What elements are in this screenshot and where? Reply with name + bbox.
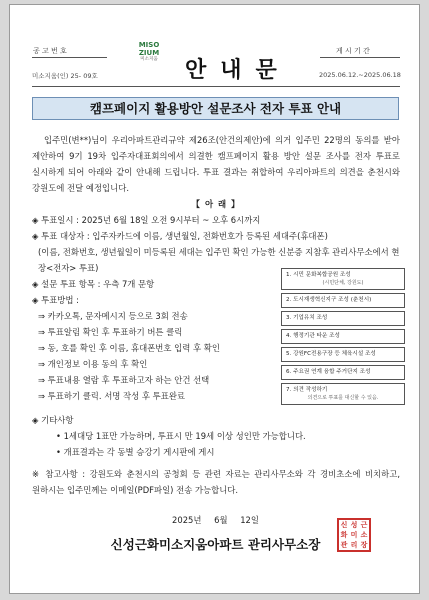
method-step: ⇒ 투표하기 클릭. 서명 작성 후 투표완료 [38, 391, 186, 401]
survey-option [281, 268, 405, 290]
seal-char: 신 [340, 521, 348, 529]
notice-banner: 캠프페이지 활용방안 설문조사 전자 투표 안내 [32, 97, 399, 120]
method-step: ⇒ 카카오톡, 문자메시지 등으로 3회 전송 [38, 311, 188, 321]
logo-subtext: 미소지움 [140, 57, 158, 62]
intro-paragraph: 입주민(변**)님이 우리아파트관리규약 제26조(안건의제안)에 의거 입주민 22명의 동의를 받아 제안하여 9기 19차 입주자대표회의에서 의결한 캠프페이지 활용 방안 설문 조사를 전자 투표로 실시하게 되어 아래와 같이 안내해 드립니다. 투표 결과는 취합하여 우리아파트의 의견을 춘천시와 강원도에 전달 예정입니다. [32, 135, 400, 193]
logo-text-top: MISO [138, 41, 160, 49]
seal-char: 소 [360, 531, 368, 539]
seal-char: 미 [350, 531, 358, 539]
page-title: 안내문 [185, 58, 291, 83]
header-bottom-rule [32, 86, 400, 87]
seal-char: 장 [360, 541, 368, 549]
seal-char: 근 [360, 521, 368, 529]
vote-target-note: (이름, 전화번호, 생년월일이 미등록된 세대는 입주민 확인 가능한 신분증 지참후 관리사무소에서 현장<전자> 투표) [38, 247, 400, 273]
issuer-name: 신성근화미소지움아파트 관리사무소장 [110, 537, 321, 552]
official-seal-stamp [337, 518, 371, 552]
survey-option-note: 의견으로 투표를 대신할 수 있음. [307, 395, 379, 401]
etc-item: • 1세대당 1표만 가능하며, 투표시 만 19세 이상 성인만 가능합니다. [56, 431, 306, 441]
survey-option-label: 6. 주요권 연계 융합 주거단지 조성 [286, 369, 371, 375]
logo-text-bottom: ZIUM [138, 49, 160, 57]
survey-option-label: 7. 의견 작성하기 [286, 387, 328, 393]
etc-item: • 개표결과는 각 동별 승강기 게시판에 게시 [56, 447, 215, 457]
notice-page [9, 4, 420, 594]
issue-year: 2025년 [172, 515, 202, 525]
survey-options-box [281, 268, 405, 408]
vote-target-item: ◈ 투표 대상자 : 입주자카드에 이름, 생년월일, 전화번호가 등록된 세대주(휴대폰) [32, 231, 328, 241]
posting-period-label: 게 시 기 간 [336, 47, 370, 55]
seal-char: 관 [340, 541, 348, 549]
survey-option [281, 293, 405, 308]
method-step: ⇒ 개인정보 이용 동의 후 확인 [38, 359, 148, 369]
reference-note: ※ 참고사항 : 강원도와 춘천시의 공청회 등 관련 자료는 관리사무소와 각 경비초소에 비치하고, 원하시는 입주민께는 이메일(PDF파일) 전송 가능합니다. [32, 469, 400, 495]
section-heading: 【 아 래 】 [191, 199, 241, 209]
seal-char: 성 [350, 521, 358, 529]
survey-option [281, 329, 405, 344]
survey-option-note: (시민단체, 강원도) [322, 280, 364, 286]
survey-option-label: 2. 도시재생혁신지구 조성 (춘천시) [286, 297, 372, 303]
survey-option [281, 383, 405, 405]
method-step: ⇒ 투표내용 열람 후 투표하고자 하는 안건 선택 [38, 375, 210, 385]
survey-option [281, 311, 405, 326]
survey-option-label: 4. 행정기관 타운 조성 [286, 333, 340, 339]
vote-date-item: ◈ 투표일시 : 2025년 6월 18일 오전 9시부터 ~ 오후 6시까지 [32, 215, 261, 225]
seal-char: 리 [350, 541, 358, 549]
vote-method-heading: ◈ 투표방법 : [32, 295, 79, 305]
header-divider-left [32, 57, 107, 58]
survey-items-line: ◈ 설문 투표 항목 : 우측 7개 문항 [32, 279, 155, 289]
miso-zium-logo [130, 41, 168, 63]
doc-number-value: 미소지움(인) 25- 09호 [32, 72, 98, 80]
survey-option-label: 5. 강원FC전용구장 등 체육시설 조성 [286, 351, 376, 357]
method-step: ⇒ 투표알림 확인 후 투표하기 버튼 클릭 [38, 327, 183, 337]
method-step: ⇒ 동, 호를 확인 후 이름, 휴대폰번호 입력 후 확인 [38, 343, 220, 353]
doc-number-label: 공 고 번 호 [33, 47, 67, 55]
etc-heading: ◈ 기타사항 [32, 415, 74, 425]
survey-option [281, 347, 405, 362]
survey-option-label: 3. 기업유치 조성 [286, 315, 328, 321]
survey-option-label: 1. 시민 문화복합공원 조성 [286, 272, 351, 278]
issue-day: 12일 [240, 515, 259, 525]
header-divider-right [320, 57, 400, 58]
posting-period-value: 2025.06.12.~2025.06.18 [319, 71, 401, 79]
survey-option [281, 365, 405, 380]
seal-char: 화 [340, 531, 348, 539]
issue-month: 6월 [214, 515, 228, 525]
